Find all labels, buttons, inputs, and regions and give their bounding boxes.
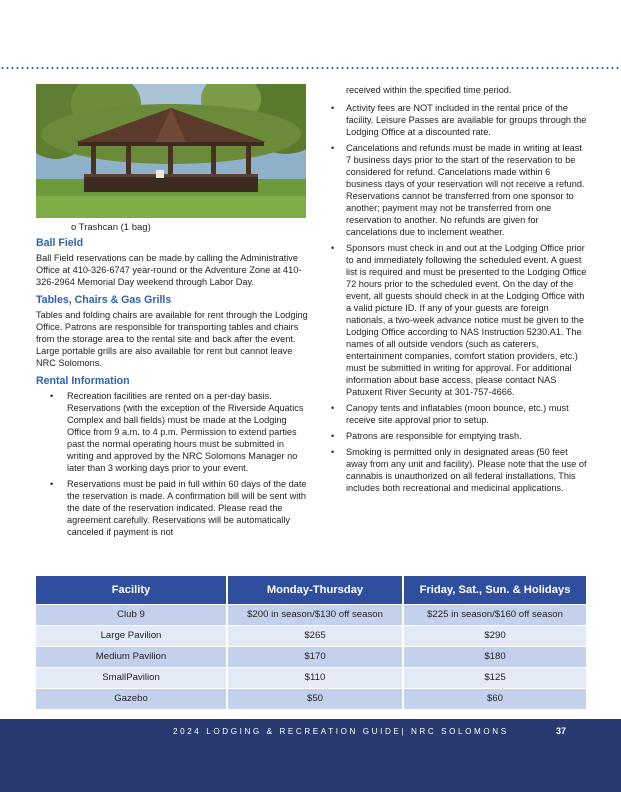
list-item: • Sponsors must check in and out at the Lodging Office prior to and immediately following the scheduled event. A guest list is required and must be presented to the Lodging Office 72 hours prior to the scheduled event. On the day of the event, all guests should check in at the Lodging Office with a valid picture ID. If any of your guests are foreign nationals, a two-week advance notice must be given to the Lodging Office according to NAS Instruction 5230.A1. The names of all outside vendors (such as caterers, entertainment companies, comfort station providers, etc.) must be submitted in writing for approval. For additional information about base access, please contact NAS Patuxent River Security at 301-757-4666. bbox=[330, 242, 588, 398]
table-row bbox=[36, 604, 586, 625]
table-cell: $125 bbox=[403, 667, 586, 688]
tables-chairs-text: Tables and folding chairs are available for rent through the Lodging Office. Patrons are responsible for transporting tables and chairs from the storage area to the rental site and back after the event. Large portable grills are also available for rent but cannot leave NRC Solomons. bbox=[36, 310, 308, 368]
table-cell: Gazebo bbox=[36, 688, 227, 709]
list-item: • Canopy tents and inflatables (moon bounce, etc.) must receive site approval prior to setup. bbox=[330, 402, 588, 426]
column-header-weekend: Friday, Sat., Sun. & Holidays bbox=[403, 576, 586, 604]
table-cell: $50 bbox=[227, 688, 403, 709]
list-item: • Cancelations and refunds must be made in writing at least 7 business days prior to the start of the reservation to be considered for refund. Cancelations made within 6 business days of your reservation will not receive a refund. Reservations cannot be transferred from one sponsor to another; payment may not be transferred from one reservation to another. No refunds are given for cancelations due to inclement weather. bbox=[330, 142, 588, 238]
rates-table bbox=[36, 576, 586, 709]
tables-chairs-heading: Tables, Chairs & Gas Grills bbox=[36, 294, 172, 306]
list-item: • Activity fees are NOT included in the rental price of the facility. Leisure Passes are available for groups through the Lodging Office at a discounted rate. bbox=[330, 102, 588, 138]
rental-info-heading: Rental Information bbox=[36, 375, 130, 387]
left-column bbox=[36, 237, 308, 542]
table-cell: Club 9 bbox=[36, 604, 227, 625]
list-item: • Patrons are responsible for emptying trash. bbox=[330, 430, 588, 442]
table-cell: $170 bbox=[227, 646, 403, 667]
ball-field-text: Ball Field reservations can be made by calling the Administrative Office at 410-326-6747 year-round or the Adventure Zone at 410-326-2964 Memorial Day weekend through Labor Day. bbox=[36, 253, 302, 287]
list-continuation: received within the specified time period. bbox=[346, 85, 512, 95]
table-header-row bbox=[36, 576, 586, 604]
rental-info-list-right bbox=[330, 102, 588, 494]
photo-caption: o Trashcan (1 bag) bbox=[71, 222, 151, 233]
list-item: • Recreation facilities are rented on a per-day basis. Reservations (with the exception of the Riverside Aquatics Complex and ball fields) must be made at the Lodging Office from 9 a.m. to 4 p.m. Permission to extend parties past the normal operating hours must be submitted in writing and approved by the NRC Solomons Manager no later than 3 working days prior to your event. bbox=[36, 390, 308, 474]
table-cell: SmallPavilion bbox=[36, 667, 227, 688]
table-row bbox=[36, 667, 586, 688]
list-item: • Reservations must be paid in full within 60 days of the date the reservation is made. A confirmation bill will be sent with the date of the reservation indicated. Please read the agreement carefully. Reservations will be automatically canceled if payment is not bbox=[36, 478, 308, 538]
page-number: 37 bbox=[556, 726, 567, 736]
table-cell: $110 bbox=[227, 667, 403, 688]
table-cell: $290 bbox=[403, 625, 586, 646]
footer-title: 2024 LODGING & RECREATION GUIDE| NRC SOLOMONS bbox=[173, 727, 509, 736]
table-row bbox=[36, 688, 586, 709]
ball-field-heading: Ball Field bbox=[36, 237, 84, 249]
dotted-divider bbox=[0, 67, 621, 69]
gazebo-photo bbox=[36, 84, 306, 218]
table-cell: $265 bbox=[227, 625, 403, 646]
table-cell: Large Pavilion bbox=[36, 625, 227, 646]
gazebo-image bbox=[36, 84, 306, 218]
list-item: • Smoking is permitted only in designated areas (50 feet away from any unit and facility). Please note that the use of cannabis is unauthorized on all federal installations. This includes both recreational and medicinal applications. bbox=[330, 446, 588, 494]
column-header-weekday: Monday-Thursday bbox=[227, 576, 403, 604]
table-cell: Medium Pavilion bbox=[36, 646, 227, 667]
column-header-facility: Facility bbox=[36, 576, 227, 604]
table-cell: $60 bbox=[403, 688, 586, 709]
table-cell: $200 in season/$130 off season bbox=[227, 604, 403, 625]
table-cell: $180 bbox=[403, 646, 586, 667]
rental-info-list-left bbox=[36, 390, 308, 538]
table-cell: $225 in season/$160 off season bbox=[403, 604, 586, 625]
right-column bbox=[330, 84, 588, 498]
table-row bbox=[36, 646, 586, 667]
table-row bbox=[36, 625, 586, 646]
